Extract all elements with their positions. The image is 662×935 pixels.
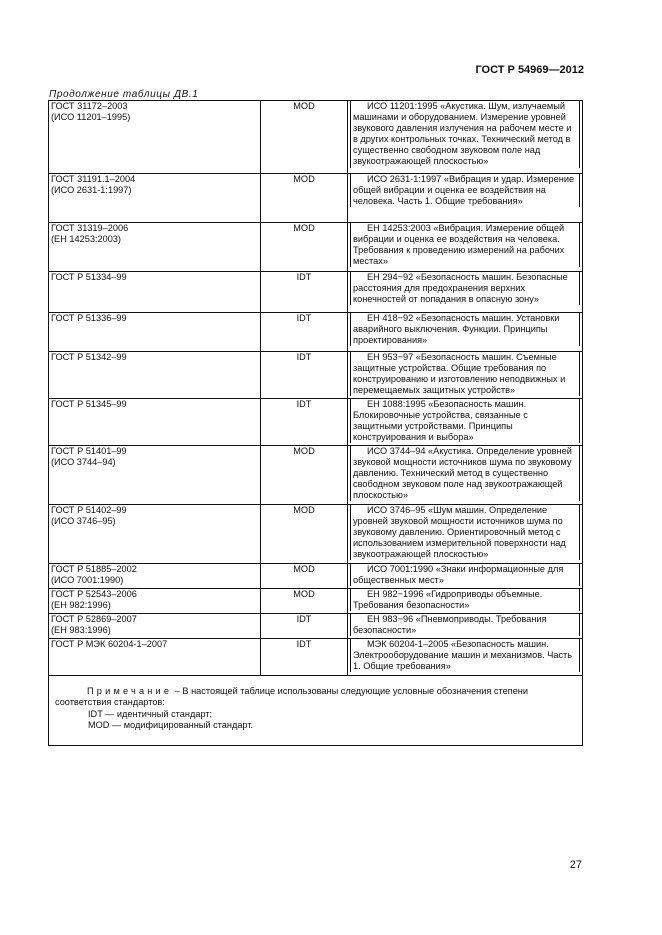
correspondence-degree: MOD — [261, 223, 348, 272]
national-standard — [49, 589, 261, 614]
national-standard-line: (ИСО 3744–94) — [51, 457, 116, 468]
table-note — [49, 676, 583, 746]
page-number: 27 — [569, 859, 582, 871]
correspondence-degree: IDT — [261, 614, 348, 639]
table-row — [49, 399, 583, 446]
table-row — [49, 505, 583, 564]
table-row — [49, 564, 583, 589]
national-standard-line: (ЕН 982:1996) — [51, 600, 111, 611]
international-standard: ЕН 418−92 «Безопасность машин. Установки аварийного выключения. Функции. Принципы проектирования» — [348, 313, 583, 352]
international-standard: ИСО 3746–95 «Шум машин. Определение уровней звуковой мощности источников шума по звуковому давлению. Ориентировочный метод с использованием измерительной поверхности над звукоотражающей плоскостью» — [348, 505, 583, 564]
national-standard — [49, 614, 261, 639]
correspondence-degree: MOD — [261, 564, 348, 589]
note-label: Примечание — [87, 686, 173, 696]
table-row — [49, 101, 583, 174]
national-standard-line: (ИСО 11201–1995) — [51, 112, 131, 123]
national-standard — [49, 272, 261, 313]
national-standard-line: ГОСТ Р 51336–99 — [51, 313, 127, 323]
national-standard-line: ГОСТ Р 51342–99 — [51, 352, 127, 362]
international-standard: ИСО 2631-1:1997 «Вибрация и удар. Измерение общей вибрации и оценка ее воздействия на человека. Часть 1. Общие требования» — [348, 174, 583, 223]
document-number: ГОСТ Р 54969—2012 — [475, 64, 584, 76]
international-standard: ИСО 7001:1990 «Знаки информационные для общественных мест» — [348, 564, 583, 589]
national-standard-line: ГОСТ Р 51334–99 — [51, 272, 127, 282]
national-standard-line: ГОСТ Р 51401–99 — [51, 446, 127, 456]
table-row — [49, 639, 583, 676]
note-item-idt: IDT — идентичный стандарт; — [88, 708, 213, 719]
national-standard — [49, 505, 261, 564]
table-row — [49, 614, 583, 639]
table-row — [49, 272, 583, 313]
correspondence-table — [48, 100, 582, 746]
national-standard-line: ГОСТ Р МЭК 60204-1–2007 — [51, 639, 168, 649]
correspondence-degree: MOD — [261, 174, 348, 223]
international-standard: ИСО 3744–94 «Акустика. Определение уровней звуковой мощности источников шума по звуковому давлению. Технический метод в существенно свободном звуковом поле над звукоотражающей плоскостью» — [348, 446, 583, 505]
correspondence-degree: MOD — [261, 101, 348, 174]
table-body — [49, 101, 583, 676]
national-standard-line: ГОСТ 31191.1–2004 — [51, 174, 136, 184]
national-standard-line: (ЕН 983:1996) — [51, 625, 111, 636]
correspondence-degree: MOD — [261, 589, 348, 614]
international-standard: ЕН 953−97 «Безопасность машин. Съемные защитные устройства. Общие требования по конструированию и изготовлению неподвижных и перемещаемых защитных устройств» — [348, 352, 583, 399]
note-intro — [55, 686, 578, 709]
national-standard-line: ГОСТ Р 51885–2002 — [51, 564, 137, 574]
national-standard-line: (ИСО 3746–95) — [51, 516, 116, 527]
national-standard — [49, 639, 261, 676]
correspondence-degree: IDT — [261, 272, 348, 313]
international-standard: ИСО 11201:1995 «Акустика. Шум, излучаемый машинами и оборудованием. Измерение уровней звукового давления излучения на рабочем месте и в других контрольных точках. Технический метод в существенно свободном звуковом поле над звукоотражающей плоскостью» — [348, 101, 583, 174]
international-standard: ЕН 983−96 «Пневмоприводы. Требования безопасности» — [348, 614, 583, 639]
correspondence-degree: MOD — [261, 446, 348, 505]
correspondence-degree: IDT — [261, 313, 348, 352]
national-standard — [49, 101, 261, 174]
national-standard-line: ГОСТ Р 52543–2006 — [51, 589, 137, 599]
national-standard-line: (ИСО 2631-1:1997) — [51, 185, 132, 196]
table-row — [49, 174, 583, 223]
note-text: – В настоящей таблице использованы следующие условные обозначения степени соответствия стандартов: — [55, 686, 529, 708]
table-note-row — [49, 676, 583, 746]
national-standard — [49, 564, 261, 589]
international-standard: МЭК 60204-1–2005 «Безопасность машин. Электрооборудование машин и механизмов. Часть 1. Общие требования» — [348, 639, 583, 676]
national-standard — [49, 446, 261, 505]
national-standard-line: (ИСО 7001:1990) — [51, 575, 124, 586]
international-standard: ЕН 1088:1995 «Безопасность машин. Блокировочные устройства, связанные с защитными устройствами. Принципы конструирования и выбора» — [348, 399, 583, 446]
national-standard-line: ГОСТ Р 51402–99 — [51, 505, 127, 515]
table-row — [49, 352, 583, 399]
national-standard-line: (ЕН 14253:2003) — [51, 234, 121, 245]
note-item-mod: MOD — модифицированный стандарт. — [88, 719, 254, 730]
table-row — [49, 589, 583, 614]
national-standard — [49, 399, 261, 446]
national-standard — [49, 352, 261, 399]
table-caption: Продолжение таблицы ДВ.1 — [49, 89, 199, 100]
national-standard — [49, 174, 261, 223]
table-row — [49, 446, 583, 505]
national-standard-line: ГОСТ 31172–2003 — [51, 101, 128, 111]
national-standard-line: ГОСТ Р 51345–99 — [51, 399, 127, 409]
correspondence-degree: IDT — [261, 399, 348, 446]
international-standard: ЕН 14253:2003 «Вибрация. Измерение общей вибрации и оценка ее воздействия на человека. Требования к проведению измерений на рабочих местах» — [348, 223, 583, 272]
national-standard-line: ГОСТ Р 52869–2007 — [51, 614, 137, 624]
correspondence-degree: IDT — [261, 639, 348, 676]
national-standard — [49, 223, 261, 272]
international-standard: ЕН 294−92 «Безопасность машин. Безопасные расстояния для предохранения верхних конечностей от попадания в опасную зону» — [348, 272, 583, 313]
correspondence-degree: MOD — [261, 505, 348, 564]
table-row — [49, 223, 583, 272]
national-standard-line: ГОСТ 31319–2006 — [51, 223, 129, 233]
correspondence-degree: IDT — [261, 352, 348, 399]
international-standard: ЕН 982−1996 «Гидроприводы объемные. Требования безопасности» — [348, 589, 583, 614]
table-row — [49, 313, 583, 352]
national-standard — [49, 313, 261, 352]
